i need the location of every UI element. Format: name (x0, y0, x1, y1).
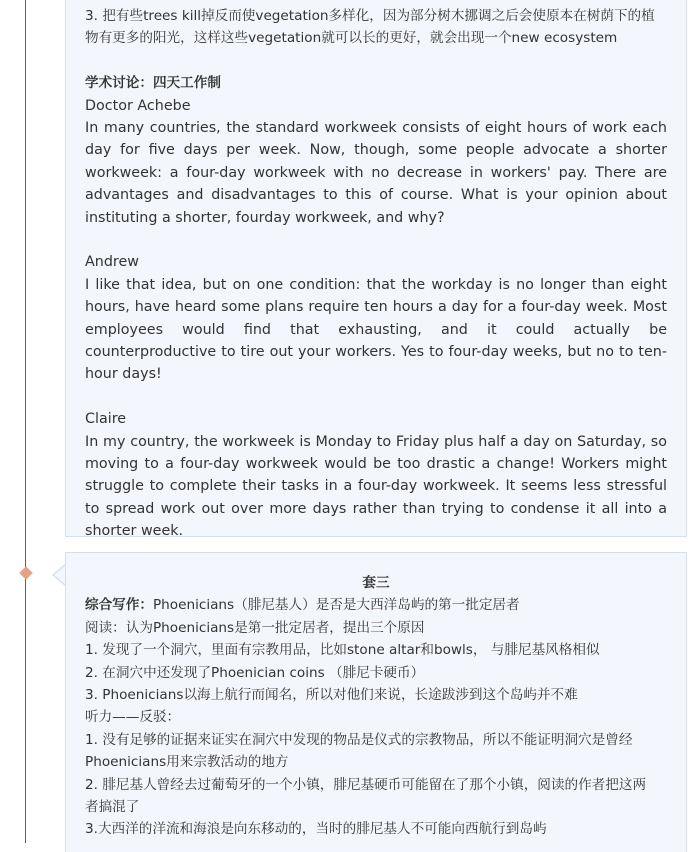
intro-line-1: 3. 把有些trees kill掉反而使vegetation多样化，因为部分树木挪调之后会使原本在树荫下的植 (85, 8, 655, 24)
listening-point-3: 3.大西洋的洋流和海浪是向东移动的，当时的腓尼基人不可能向西航行到岛屿 (85, 821, 547, 838)
listening-point-1b: Phoenicians用来宗教活动的地方 (85, 754, 289, 771)
intro-line-2: 物有更多的阳光，这样这些vegetation就可以长的更好，就会出现一个new ecosystem (85, 30, 618, 47)
professor-name: Doctor Achebe (85, 97, 191, 114)
discussion-title: 学术讨论：四天工作制 (85, 75, 221, 92)
reading-line: 阅读：认为Phoenicians是第一批定居者，提出三个原因 (85, 619, 425, 636)
listening-point-1a: 1. 没有足够的证据来证实在洞穴中发现的物品是仪式的宗教物品，所以不能证明洞穴是曾经 (85, 731, 633, 748)
student2-text: In my country, the workweek is Monday to Friday plus half a day on Saturday, so moving to a four-day workweek would be too drastic a change! Workers might struggle to complete their tasks in a four-day workweek. It seems less stressful to spread work out over more days rather than trying to condense it all into a shorter week. (85, 433, 667, 540)
reading-point-3: 3. Phoenicians以海上航行而闻名，所以对他们来说，长途跋涉到这个岛屿并不难 (85, 687, 578, 704)
listening-line: 听力——反驳： (85, 709, 181, 726)
student2-name: Claire (85, 411, 127, 428)
reading-point-2: 2. 在洞穴中还发现了Phoenician coins （腓尼卡硬币） (85, 664, 425, 681)
student1-text: I like that idea, but on one condition: that the workday is no longer than eight hours, have heard some plans require ten hours a day for a four-day week. Most employees would find that exhausting, and it could actually be counterproductive to tire out your workers. Yes to four-day weeks, but no to ten-hour days! (85, 276, 667, 383)
section-title: 套三 (362, 575, 390, 591)
writing-label: 综合写作： (85, 597, 153, 614)
post-card-2 (65, 552, 687, 852)
writing-topic: Phoenicians（腓尼基人）是否是大西洋岛屿的第一批定居者 (152, 597, 520, 614)
timeline-line (25, 0, 26, 843)
listening-point-2a: 2. 腓尼基人曾经去过葡萄牙的一个小镇，腓尼基硬币可能留在了那个小镇，阅读的作者把这两 (85, 776, 647, 793)
writing-topic-line (85, 594, 667, 616)
reading-point-1: 1. 发现了一个洞穴，里面有宗教用品，比如stone altar和bowls， 与腓尼基风格相似 (85, 642, 600, 659)
listening-point-2b: 者搞混了 (85, 799, 140, 816)
student1-name: Andrew (85, 254, 139, 271)
timeline-diamond-icon (19, 566, 33, 580)
post-card-1 (65, 0, 687, 540)
professor-text: In many countries, the standard workweek consists of eight hours of work each day for five days per week. Now, though, some people advocate a shorter workweek: a four-day workweek with no decrease in workers' pay. There are advantages and disadvantages to this of course. What is your opinion about instituting a shorter, fourday workweek, and why? (85, 120, 667, 226)
